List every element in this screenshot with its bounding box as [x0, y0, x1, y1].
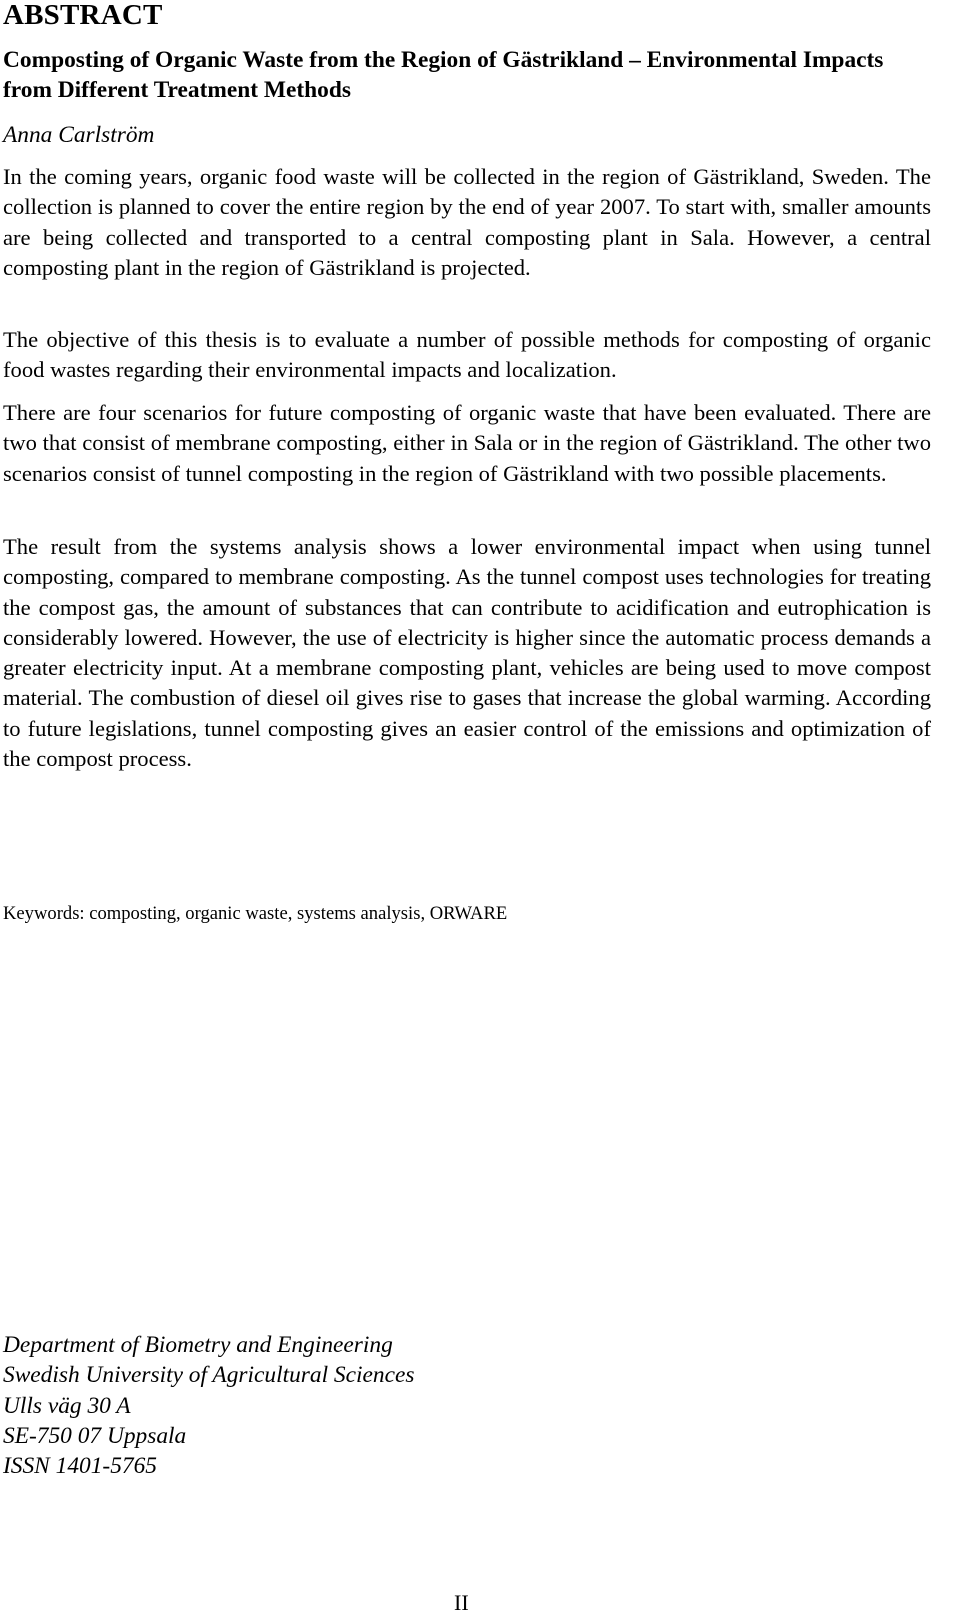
abstract-paragraph-4: The result from the systems analysis shows a lower environmental impact when using tunnel composting, compared to membrane composting. As the tunnel compost uses technologies for treating the compost gas, the amount of substances that can contribute to acidification and eutrophication is considerably lowered. However, the use of electricity is higher since the automatic process demands a greater electricity input. At a membrane composting plant, vehicles are being used to move compost material. The combustion of diesel oil gives rise to gases that increase the global warming. According to future legislations, tunnel composting gives an easier control of the emissions and optimization of the compost process. — [3, 534, 931, 772]
department-name: Department of Biometry and Engineering — [3, 1332, 393, 1358]
issn-number: ISSN 1401-5765 — [3, 1453, 157, 1480]
author-name: Anna Carlström — [3, 122, 155, 148]
university-name: Swedish University of Agricultural Sciences — [3, 1362, 415, 1389]
keywords-line: Keywords: composting, organic waste, systems analysis, ORWARE — [3, 903, 508, 924]
postal-address: SE-750 07 Uppsala — [3, 1422, 187, 1449]
thesis-title: Composting of Organic Waste from the Region of Gästrikland – Environmental Impacts from Different Treatment Methods — [3, 47, 884, 103]
abstract-paragraph-2: The objective of this thesis is to evaluate a number of possible methods for composting of organic food wastes regarding their environmental impacts and localization. — [3, 327, 931, 383]
abstract-heading: ABSTRACT — [3, 0, 163, 31]
department-address — [3, 1330, 414, 1481]
street-address: Ulls väg 30 A — [3, 1392, 131, 1419]
abstract-paragraph-1: In the coming years, organic food waste will be collected in the region of Gästrikland, Sweden. The collection is planned to cover the entire region by the end of year 2007. To start with, smaller amounts are being collected and transported to a central composting plant in Sala. However, a central composting plant in the region of Gästrikland is projected. — [3, 164, 931, 280]
abstract-paragraph-3: There are four scenarios for future composting of organic waste that have been evaluated. There are two that consist of membrane composting, either in Sala or in the region of Gästrikland. The other two scenarios consist of tunnel composting in the region of Gästrikland with two possible placements. — [3, 400, 931, 486]
page-number: II — [454, 1590, 469, 1615]
